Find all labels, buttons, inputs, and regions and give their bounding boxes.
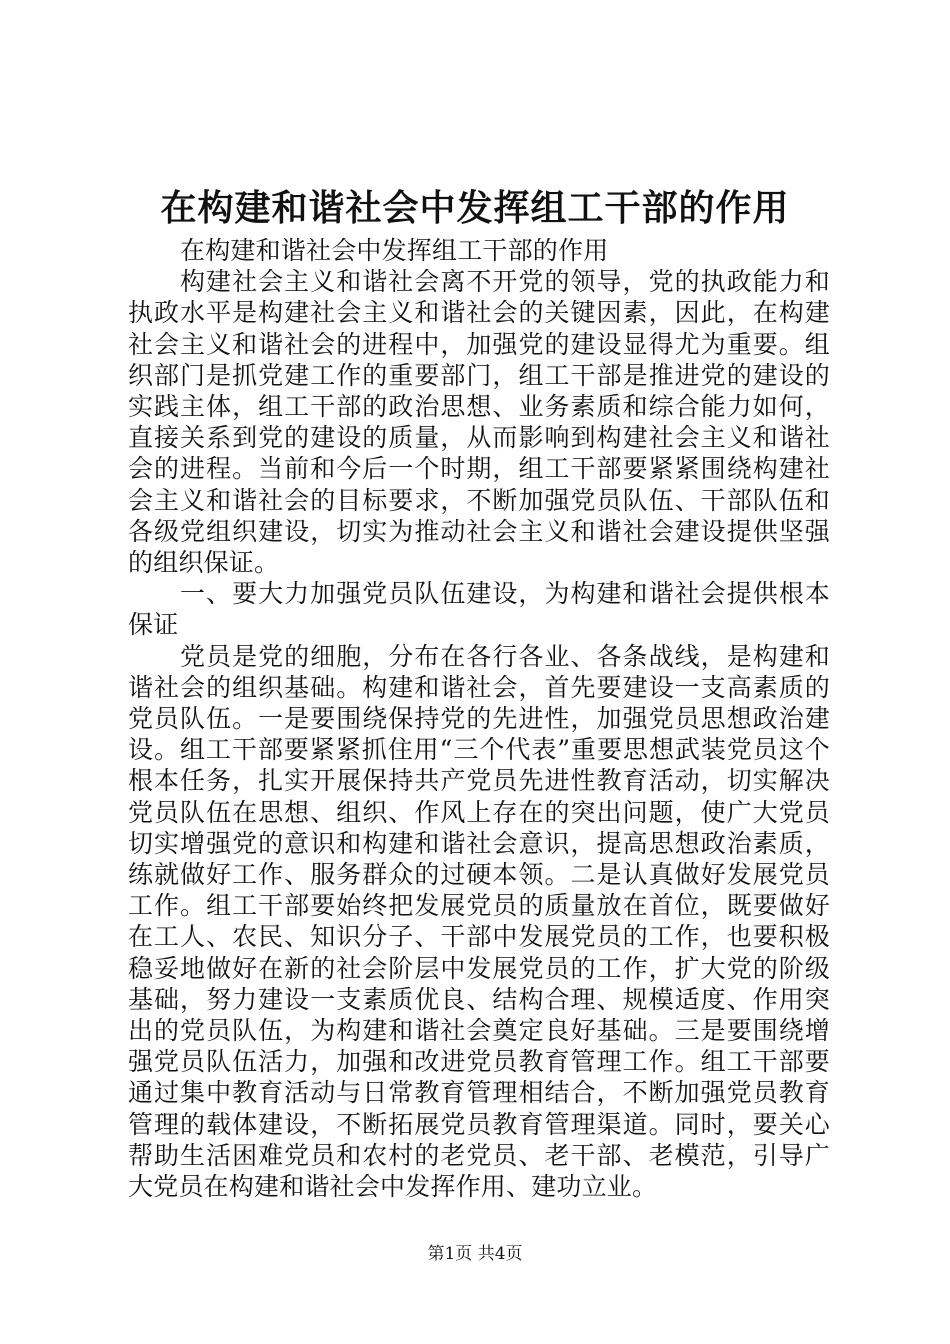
section-paragraph: 党员是党的细胞，分布在各行各业、各条战线，是构建和谐社会的组织基础。构建和谐社会，首先要建设一支高素质的党员队伍。一是要围绕保持党的先进性，加强党员思想政治建设。组工干部要紧紧抓住用“三个代表”重要思想武装党员这个根本任务，扎实开展保持共产党员先进性教育活动，切实解决党员队伍在思想、组织、作风上存在的突出问题，使广大党员切实增强党的意识和构建和谐社会意识，提高思想政治素质，练就做好工作、服务群众的过硬本领。二是认真做好发展党员工作。组工干部要始终把发展党员的质量放在首位，既要做好在工人、农民、知识分子、干部中发展党员的工作，也要积极稳妥地做好在新的社会阶层中发展党员的工作，扩大党的阶级基础，努力建设一支素质优良、结构合理、规模适度、作用突出的党员队伍，为构建和谐社会奠定良好基础。三是要围绕增强党员队伍活力，加强和改进党员教育管理工作。组工干部要通过集中教育活动与日常教育管理相结合，不断加强党员教育管理的载体建设，不断拓展党员教育管理渠道。同时，要关心帮助生活困难党员和农村的老党员、老干部、老模范，引导广大党员在构建和谐社会中发挥作用、建功立业。 bbox=[128, 641, 830, 1202]
intro-paragraph: 构建社会主义和谐社会离不开党的领导，党的执政能力和执政水平是构建社会主义和谐社会的关键因素，因此，在构建社会主义和谐社会的进程中，加强党的建设显得尤为重要。组织部门是抓党建工作的重要部门，组工干部是推进党的建设的实践主体，组工干部的政治思想、业务素质和综合能力如何，直接关系到党的建设的质量，从而影响到构建社会主义和谐社会的进程。当前和今后一个时期，组工干部要紧紧围绕构建社会主义和谐社会的目标要求，不断加强党员队伍、干部队伍和各级党组织建设，切实为推动社会主义和谐社会建设提供坚强的组织保证。 bbox=[128, 267, 830, 578]
page-footer: 第1页 共4页 bbox=[427, 1244, 523, 1264]
subtitle-paragraph: 在构建和谐社会中发挥组工干部的作用 bbox=[180, 236, 609, 265]
document-body bbox=[128, 235, 830, 1202]
section-heading: 一、要大力加强党员队伍建设，为构建和谐社会提供根本保证 bbox=[128, 579, 830, 640]
document-title: 在构建和谐社会中发挥组工干部的作用 bbox=[160, 187, 790, 229]
